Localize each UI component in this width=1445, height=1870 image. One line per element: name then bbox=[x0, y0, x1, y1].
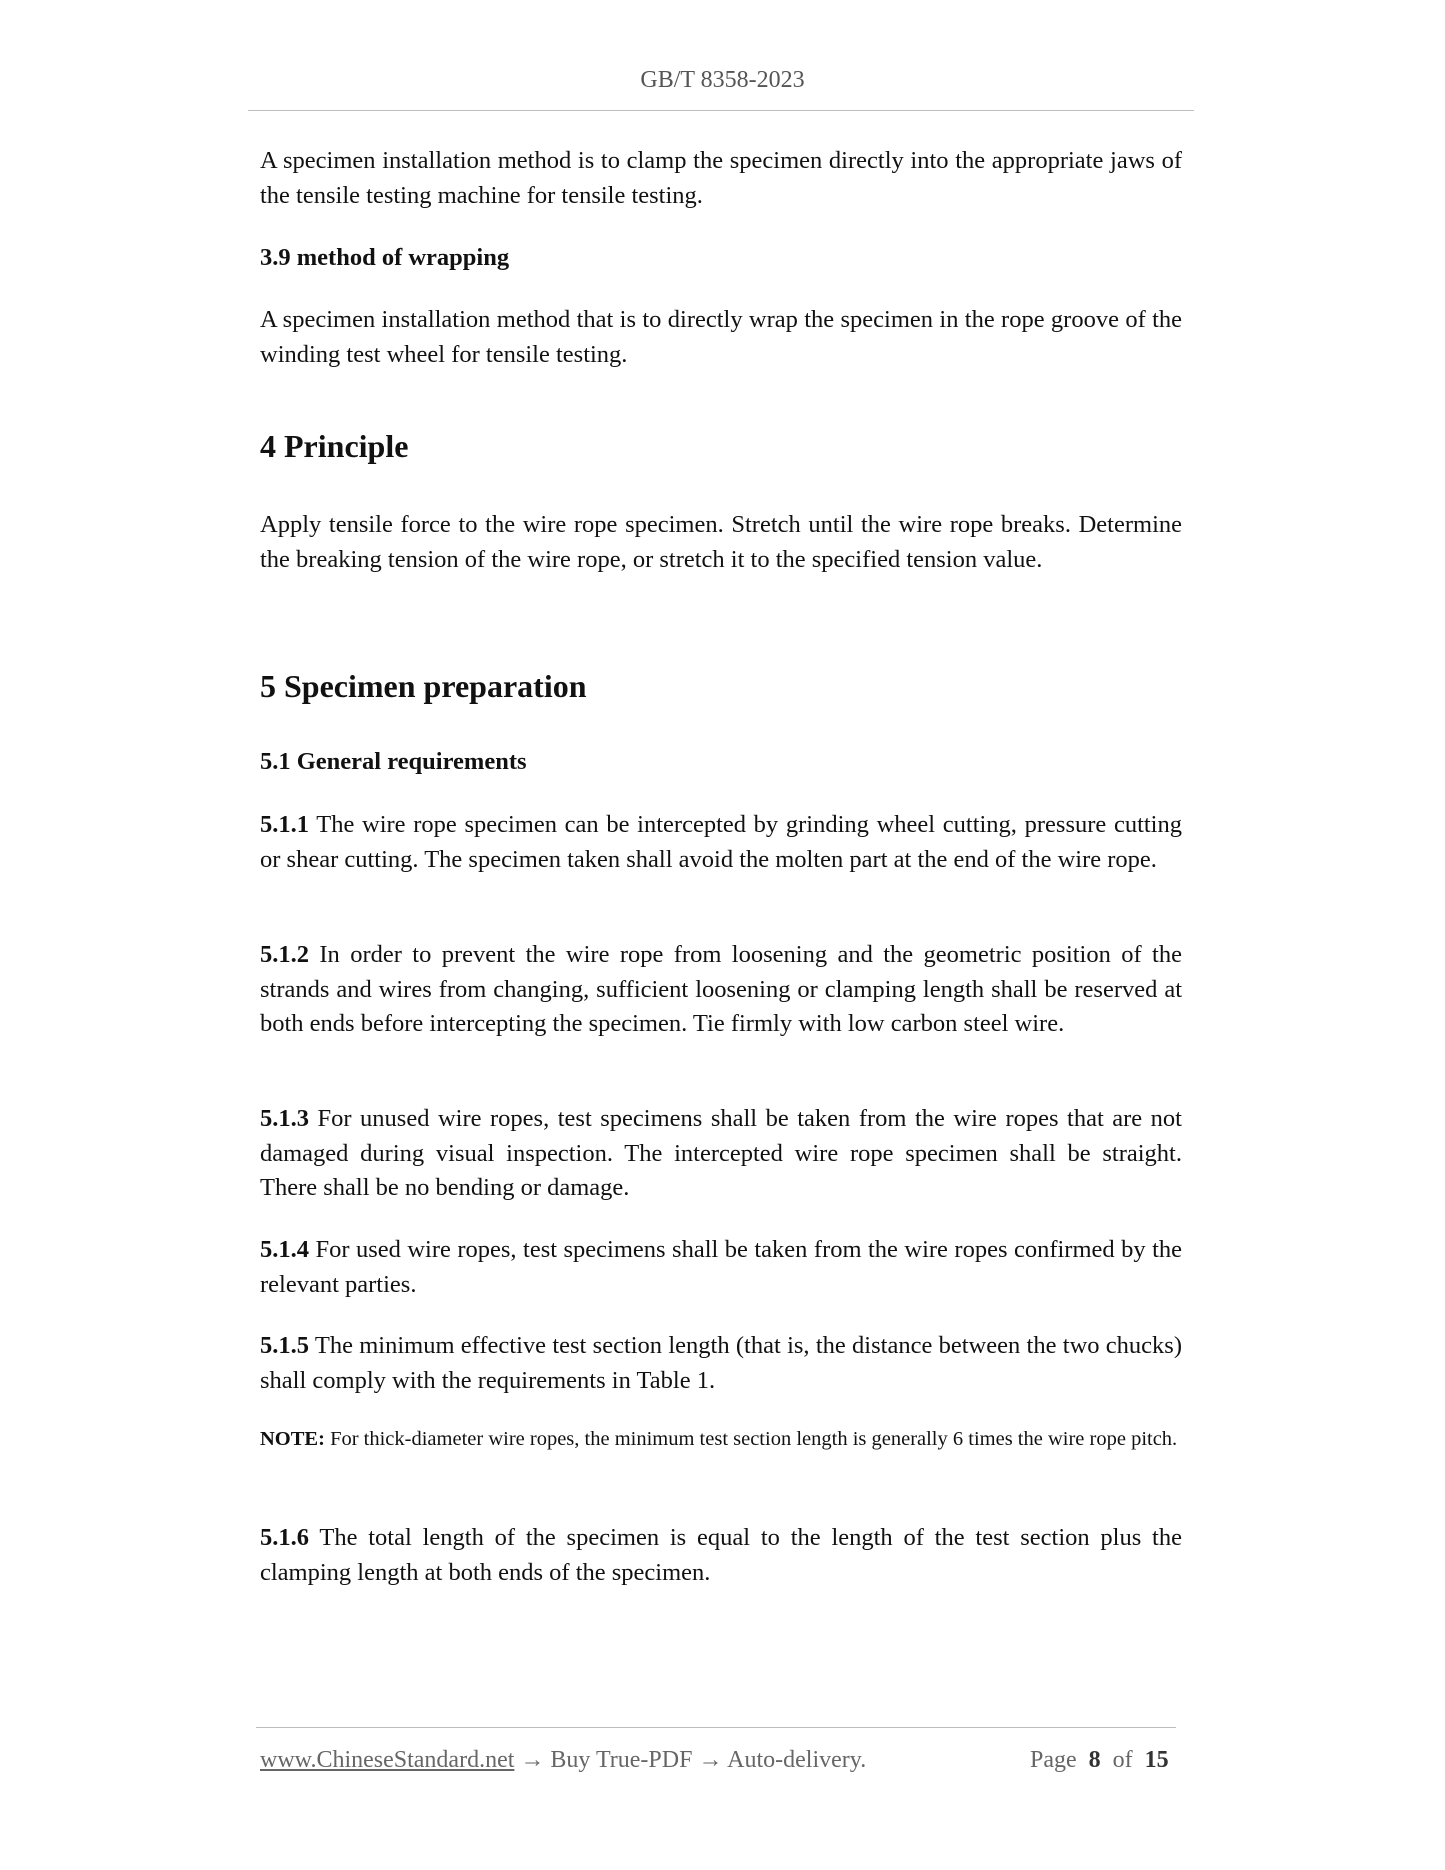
heading-3-9: 3.9 method of wrapping bbox=[260, 244, 510, 271]
footer-divider bbox=[256, 1727, 1176, 1728]
footer-promo bbox=[260, 1745, 866, 1775]
clause-5-1-4 bbox=[260, 1233, 1182, 1302]
page-indicator bbox=[1030, 1745, 1169, 1775]
definition-3-9 bbox=[260, 303, 1182, 372]
definition-3-8 bbox=[260, 144, 1182, 213]
note-text bbox=[260, 1422, 1182, 1456]
of-label: of bbox=[1112, 1747, 1133, 1773]
clause-text bbox=[260, 938, 1182, 1042]
clause-text bbox=[260, 1521, 1182, 1590]
section-5-1-heading-block bbox=[260, 747, 1182, 777]
clause-5-1-2 bbox=[260, 938, 1182, 1042]
clause-number: 5.1.2 bbox=[260, 941, 309, 968]
section-4-heading-block bbox=[260, 427, 1182, 465]
clause-5-1-5 bbox=[260, 1329, 1182, 1398]
clause-text bbox=[260, 1329, 1182, 1398]
clause-body: For unused wire ropes, test specimens shall be taken from the wire ropes that are not damaged during visual inspection. The intercepted wire rope specimen shall be straight. There shall be no bending or damage. bbox=[260, 1105, 1182, 1201]
note-label: NOTE: bbox=[260, 1428, 325, 1450]
clause-body: In order to prevent the wire rope from loosening and the geometric position of the strands and wires from changing, sufficient loosening or clamping length shall be reserved at both ends before intercepting the specimen. Tie firmly with low carbon steel wire. bbox=[260, 941, 1182, 1037]
heading-4-principle: 4 Principle bbox=[260, 428, 409, 464]
clause-5-1-6 bbox=[260, 1521, 1182, 1590]
clause-body: For used wire ropes, test specimens shall be taken from the wire ropes confirmed by the relevant parties. bbox=[260, 1236, 1182, 1298]
clause-text bbox=[260, 808, 1182, 877]
clause-number: 5.1.5 bbox=[260, 1332, 309, 1359]
clause-number: 5.1.6 bbox=[260, 1524, 309, 1551]
section-5-heading-block bbox=[260, 667, 1182, 705]
clause-body: The wire rope specimen can be intercepted by grinding wheel cutting, pressure cutting or shear cutting. The specimen taken shall avoid the molten part at the end of the wire rope. bbox=[260, 811, 1182, 873]
clause-5-1-3 bbox=[260, 1102, 1182, 1206]
paragraph-3-9-definition: A specimen installation method that is to directly wrap the specimen in the rope groove of the winding test wheel for tensile testing. bbox=[260, 306, 1182, 368]
heading-3-9-block bbox=[260, 243, 1182, 273]
note-body: For thick-diameter wire ropes, the minimum test section length is generally 6 times the wire rope pitch. bbox=[324, 1428, 1178, 1450]
header-divider bbox=[248, 110, 1194, 111]
clause-number: 5.1.3 bbox=[260, 1105, 309, 1132]
clause-text bbox=[260, 1233, 1182, 1302]
website-link[interactable]: www.ChineseStandard.net bbox=[260, 1747, 515, 1773]
clause-text bbox=[260, 1102, 1182, 1206]
clause-5-1-1 bbox=[260, 808, 1182, 877]
paragraph-4-principle: Apply tensile force to the wire rope specimen. Stretch until the wire rope breaks. Determine the breaking tension of the wire rope, or stretch it to the specified tension value. bbox=[260, 511, 1182, 573]
total-page-count: 15 bbox=[1144, 1747, 1169, 1773]
section-4-body bbox=[260, 508, 1182, 577]
clause-body: The total length of the specimen is equal to the length of the test section plus the clamping length at both ends of the specimen. bbox=[260, 1524, 1182, 1586]
heading-5-specimen-preparation: 5 Specimen preparation bbox=[260, 668, 587, 704]
arrow-right-icon: → bbox=[692, 1747, 728, 1773]
buy-pdf-text: Buy True-PDF bbox=[550, 1747, 693, 1773]
heading-5-1-general-requirements: 5.1 General requirements bbox=[260, 748, 527, 775]
page-label: Page bbox=[1030, 1747, 1077, 1773]
current-page-number: 8 bbox=[1088, 1747, 1101, 1773]
paragraph-3-8-definition: A specimen installation method is to clamp the specimen directly into the appropriate jaws of the tensile testing machine for tensile testing. bbox=[260, 147, 1182, 209]
running-header-standard-number: GB/T 8358-2023 bbox=[640, 67, 805, 93]
auto-delivery-text: Auto-delivery. bbox=[727, 1747, 867, 1773]
arrow-right-icon: → bbox=[514, 1747, 551, 1773]
clause-number: 5.1.4 bbox=[260, 1236, 309, 1263]
clause-number: 5.1.1 bbox=[260, 811, 309, 838]
clause-body: The minimum effective test section length (that is, the distance between the two chucks) shall comply with the requirements in Table 1. bbox=[260, 1332, 1182, 1394]
note-block bbox=[260, 1422, 1182, 1456]
